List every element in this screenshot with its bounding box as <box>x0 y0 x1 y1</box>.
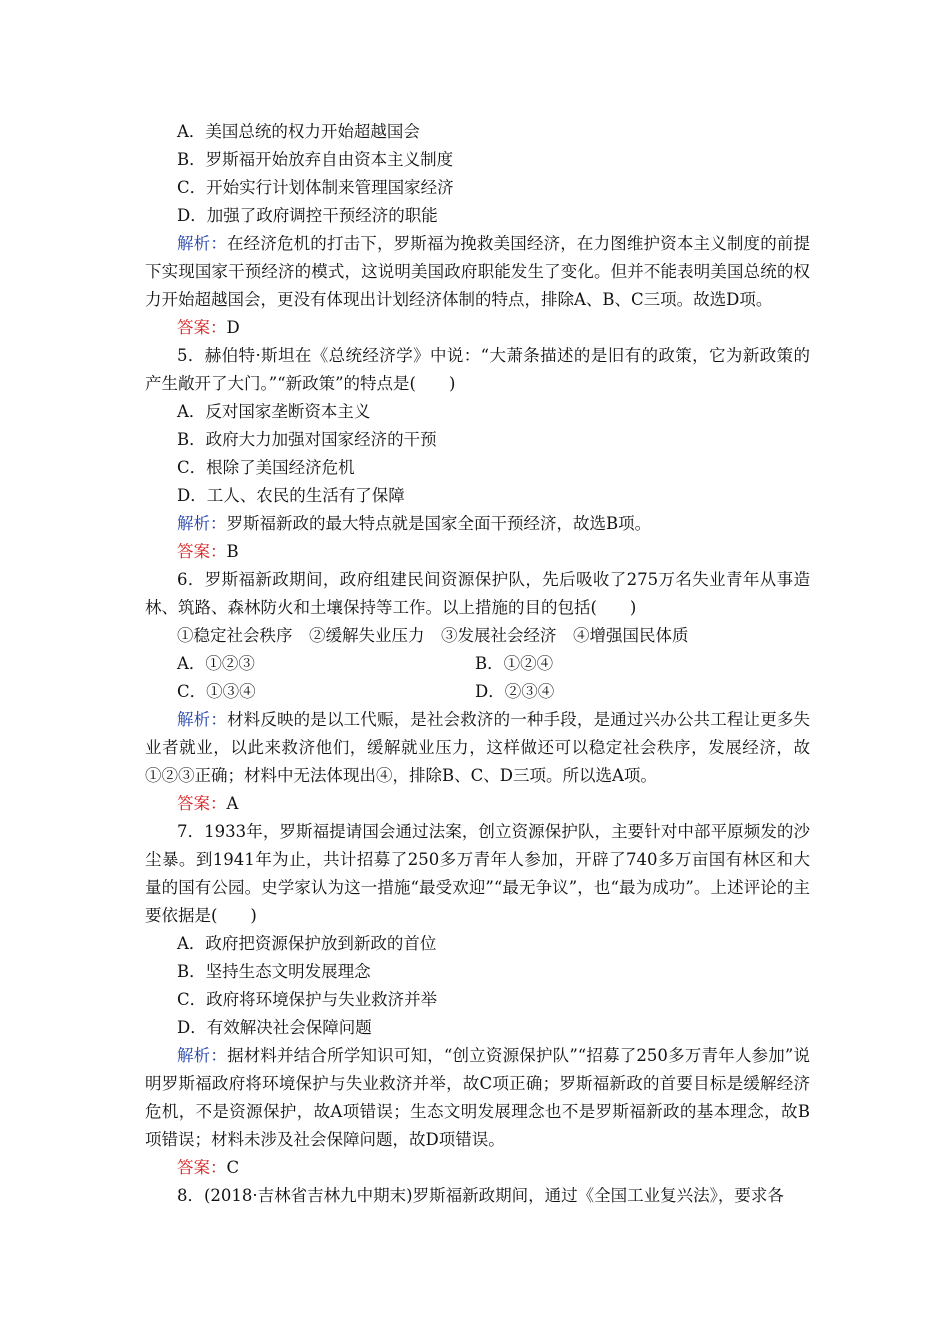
q6-options-row-2 <box>145 678 810 706</box>
q6-option-a: A．①②③ <box>177 654 255 673</box>
analysis-label: 解析： <box>177 1046 228 1065</box>
answer-label: 答案： <box>177 794 227 813</box>
q6-analysis <box>145 706 810 790</box>
q5-option-c: C．根除了美国经济危机 <box>177 458 355 477</box>
q7-answer <box>145 1154 810 1182</box>
q5-answer <box>145 538 810 566</box>
q5-stem: 5．赫伯特·斯坦在《总统经济学》中说：“大萧条描述的是旧有的政策，它为新政策的产生敞开了大门。”“新政策”的特点是( ) <box>145 346 810 393</box>
q5-option-d: D．工人、农民的生活有了保障 <box>177 486 405 505</box>
q4-option-b: B．罗斯福开始放弃自由资本主义制度 <box>177 150 454 169</box>
q7-analysis <box>145 1042 810 1154</box>
q4-analysis <box>145 230 810 314</box>
document-body <box>145 118 810 1210</box>
q6-answer <box>145 790 810 818</box>
q5-option-b: B．政府大力加强对国家经济的干预 <box>177 430 437 449</box>
q6-option-c: C．①③④ <box>177 682 256 701</box>
q6-stem: 6．罗斯福新政期间，政府组建民间资源保护队，先后吸收了275万名失业青年从事造林、筑路、森林防火和土壤保持等工作。以上措施的目的包括( ) <box>145 570 810 617</box>
q6-option-d: D．②③④ <box>475 682 555 701</box>
q7-answer-value: C <box>226 1158 240 1177</box>
answer-label: 答案： <box>177 318 227 337</box>
analysis-label: 解析： <box>177 514 227 533</box>
q4-option-d: D．加强了政府调控干预经济的职能 <box>177 206 438 225</box>
q7-option-a: A．政府把资源保护放到新政的首位 <box>177 934 437 953</box>
q6-analysis-text: 材料反映的是以工代赈，是社会救济的一种手段，是通过兴办公共工程让更多失业者就业，以此来救济他们，缓解就业压力，这样做还可以稳定社会秩序，发展经济，故①②③正确；材料中无法体现出④，排除B、C、D三项。所以选A项。 <box>145 710 811 785</box>
q7-option-b: B．坚持生态文明发展理念 <box>177 962 371 981</box>
analysis-label: 解析： <box>177 234 227 253</box>
answer-label: 答案： <box>177 542 227 561</box>
q7-option-c: C．政府将环境保护与失业救济并举 <box>177 990 438 1009</box>
q5-answer-value: B <box>226 542 239 561</box>
q4-option-a: A．美国总统的权力开始超越国会 <box>177 122 420 141</box>
q5-analysis-text: 罗斯福新政的最大特点就是国家全面干预经济，故选B项。 <box>226 514 652 533</box>
q5-option-a: A．反对国家垄断资本主义 <box>177 402 371 421</box>
analysis-label: 解析： <box>177 710 227 729</box>
q7-stem: 7．1933年，罗斯福提请国会通过法案，创立资源保护队，主要针对中部平原频发的沙尘暴。到1941年为止，共计招募了250多万青年人参加，开辟了740多万亩国有林区和大量的国有公园。史学家认为这一措施“最受欢迎”“最无争议”，也“最为成功”。上述评论的主要依据是( ) <box>145 822 810 925</box>
q4-analysis-text: 在经济危机的打击下，罗斯福为挽救美国经济，在力图维护资本主义制度的前提下实现国家干预经济的模式，这说明美国政府职能发生了变化。但并不能表明美国总统的权力开始超越国会，更没有体现出计划经济体制的特点，排除A、B、C三项。故选D项。 <box>145 234 811 309</box>
q6-option-b: B．①②④ <box>475 654 554 673</box>
q6-items: ①稳定社会秩序 ②缓解失业压力 ③发展社会经济 ④增强国民体质 <box>177 626 689 645</box>
q5-analysis <box>145 510 810 538</box>
q7-option-d: D．有效解决社会保障问题 <box>177 1018 372 1037</box>
q8-stem: 8．(2018·吉林省吉林九中期末)罗斯福新政期间，通过《全国工业复兴法》，要求各 <box>177 1186 784 1205</box>
answer-label: 答案： <box>177 1158 227 1177</box>
q6-options-row-1 <box>145 650 810 678</box>
q4-answer <box>145 314 810 342</box>
q4-answer-value: D <box>226 318 240 337</box>
q7-analysis-text: 据材料并结合所学知识可知，“创立资源保护队”“招募了250多万青年人参加”说明罗斯福政府将环境保护与失业救济并举，故C项正确；罗斯福新政的首要目标是缓解经济危机，不是资源保护，故A项错误；生态文明发展理念也不是罗斯福新政的基本理念，故B项错误；材料未涉及社会保障问题，故D项错误。 <box>145 1046 810 1149</box>
q4-option-c: C．开始实行计划体制来管理国家经济 <box>177 178 454 197</box>
q6-answer-value: A <box>226 794 239 813</box>
